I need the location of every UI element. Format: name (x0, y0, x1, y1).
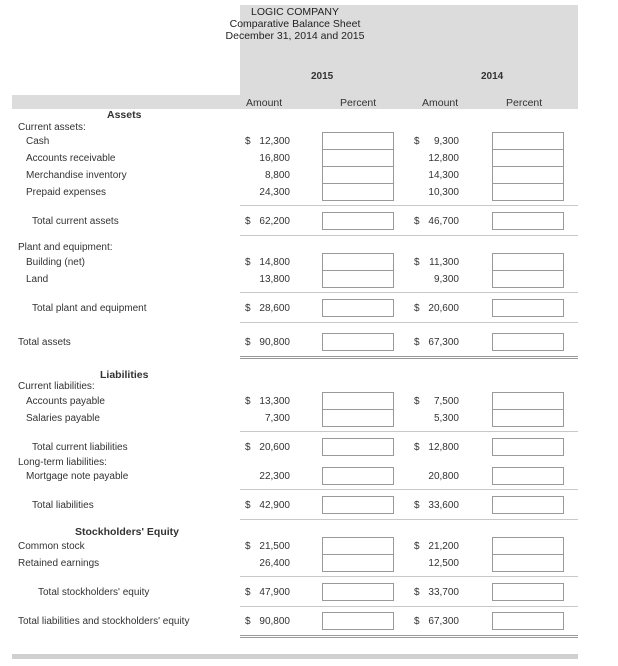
rule (240, 519, 578, 520)
year-2015: 2015 (311, 71, 334, 82)
retained-earnings-label: Retained earnings (18, 558, 100, 569)
dollar-sign: $ (245, 442, 251, 453)
percent-input[interactable] (492, 438, 564, 456)
percent-input[interactable] (322, 183, 394, 201)
total-liabilities-2015: 42,900 (259, 500, 290, 511)
total-current-liabilities-2014: 12,800 (428, 442, 459, 453)
total-liabilities-2014: 33,600 (428, 500, 459, 511)
percent-input[interactable] (322, 132, 394, 150)
dollar-sign: $ (245, 500, 251, 511)
dollar-sign: $ (414, 541, 420, 552)
common-stock-label: Common stock (18, 541, 85, 552)
percent-input[interactable] (322, 299, 394, 317)
year-2014: 2014 (481, 71, 504, 82)
total-equity-label: Total stockholders' equity (38, 587, 150, 598)
dollar-sign: $ (414, 442, 420, 453)
salaries-label: Salaries payable (26, 413, 100, 424)
total-assets-2015: 90,800 (259, 337, 290, 348)
land-label: Land (26, 274, 49, 285)
total-plant-2015: 28,600 (259, 303, 290, 314)
equity-heading: Stockholders' Equity (75, 526, 180, 538)
total-current-liabilities-label: Total current liabilities (32, 442, 128, 453)
dollar-sign: $ (414, 257, 420, 268)
rule (240, 322, 578, 323)
percent-input[interactable] (322, 409, 394, 427)
rule (240, 489, 578, 490)
land-2015: 13,800 (259, 274, 290, 285)
percent-input[interactable] (322, 612, 394, 630)
prepaid-label: Prepaid expenses (26, 187, 107, 198)
dollar-sign: $ (245, 136, 251, 147)
total-current-assets-2014: 46,700 (428, 216, 459, 227)
percent-input[interactable] (322, 166, 394, 184)
company-name: LOGIC COMPANY (251, 6, 339, 18)
dollar-sign: $ (245, 216, 251, 227)
percent-input[interactable] (322, 149, 394, 167)
percent-input[interactable] (322, 537, 394, 555)
percent-input[interactable] (492, 183, 564, 201)
total-assets-label: Total assets (18, 337, 71, 348)
dollar-sign: $ (414, 396, 420, 407)
percent-input[interactable] (492, 132, 564, 150)
building-label: Building (net) (26, 257, 85, 268)
percent-input[interactable] (492, 392, 564, 410)
liabilities-heading: Liabilities (100, 369, 149, 381)
total-current-assets-2015: 62,200 (259, 216, 290, 227)
plant-heading: Plant and equipment: (18, 242, 113, 253)
dollar-sign: $ (245, 396, 251, 407)
rule (240, 606, 578, 607)
statement-date: December 31, 2014 and 2015 (225, 30, 365, 42)
ap-2015: 13,300 (259, 396, 290, 407)
percent-input[interactable] (492, 253, 564, 271)
building-2014: 11,300 (429, 257, 459, 268)
dollar-sign: $ (414, 587, 420, 598)
percent-input[interactable] (492, 583, 564, 601)
current-liabilities-heading: Current liabilities: (18, 381, 95, 392)
total-assets-2014: 67,300 (428, 337, 459, 348)
bottom-bar (12, 654, 578, 659)
double-rule (240, 635, 578, 638)
percent-input[interactable] (492, 149, 564, 167)
percent-input[interactable] (322, 212, 394, 230)
dollar-sign: $ (245, 587, 251, 598)
total-current-assets-label: Total current assets (32, 216, 119, 227)
percent-input[interactable] (492, 299, 564, 317)
total-liabilities-label: Total liabilities (32, 500, 94, 511)
prepaid-2014: 10,300 (428, 187, 459, 198)
assets-heading: Assets (107, 109, 142, 121)
percent-input[interactable] (492, 166, 564, 184)
land-2014: 9,300 (433, 274, 459, 285)
percent-input[interactable] (322, 392, 394, 410)
dollar-sign: $ (245, 337, 251, 348)
percent-input[interactable] (492, 212, 564, 230)
statement-title: Comparative Balance Sheet (229, 18, 361, 30)
col-percent-2015: Percent (340, 97, 377, 109)
total-plant-label: Total plant and equipment (32, 303, 147, 314)
ar-label: Accounts receivable (26, 153, 116, 164)
prepaid-2015: 24,300 (259, 187, 290, 198)
total-le-2014: 67,300 (428, 616, 459, 627)
percent-input[interactable] (492, 409, 564, 427)
salaries-2014: 5,300 (433, 413, 459, 424)
col-percent-2014: Percent (506, 97, 543, 109)
percent-input[interactable] (492, 537, 564, 555)
total-equity-2015: 47,900 (259, 587, 290, 598)
mortgage-label: Mortgage note payable (26, 471, 129, 482)
column-header-band (12, 95, 578, 109)
inventory-label: Merchandise inventory (26, 170, 127, 181)
rule (240, 235, 578, 236)
percent-input[interactable] (322, 270, 394, 288)
dollar-sign: $ (414, 337, 420, 348)
inventory-2015: 8,800 (264, 170, 290, 181)
percent-input[interactable] (322, 554, 394, 572)
dollar-sign: $ (245, 616, 251, 627)
percent-input[interactable] (492, 467, 564, 485)
rule (240, 205, 578, 206)
retained-earnings-2015: 26,400 (259, 558, 290, 569)
col-amount-2014: Amount (422, 97, 459, 109)
percent-input[interactable] (322, 467, 394, 485)
cash-2014: 9,300 (433, 136, 459, 147)
percent-input[interactable] (492, 496, 564, 514)
percent-input[interactable] (322, 253, 394, 271)
inventory-2014: 14,300 (428, 170, 459, 181)
cash-label: Cash (26, 136, 50, 147)
retained-earnings-2014: 12,500 (428, 558, 459, 569)
ap-2014: 7,500 (433, 396, 459, 407)
total-equity-2014: 33,700 (428, 587, 459, 598)
dollar-sign: $ (414, 616, 420, 627)
mortgage-2014: 20,800 (428, 471, 459, 482)
cash-2015: 12,300 (259, 136, 290, 147)
rule (240, 431, 578, 432)
double-rule (240, 356, 578, 359)
percent-input[interactable] (492, 554, 564, 572)
rule (240, 576, 578, 577)
ar-2014: 12,800 (428, 153, 459, 164)
long-term-heading: Long-term liabilities: (18, 457, 107, 468)
dollar-sign: $ (245, 257, 251, 268)
total-le-label: Total liabilities and stockholders' equity (18, 616, 190, 627)
percent-input[interactable] (322, 438, 394, 456)
total-le-2015: 90,800 (259, 616, 290, 627)
common-stock-2014: 21,200 (428, 541, 459, 552)
common-stock-2015: 21,500 (259, 541, 290, 552)
dollar-sign: $ (414, 303, 420, 314)
total-current-liabilities-2015: 20,600 (259, 442, 290, 453)
total-plant-2014: 20,600 (428, 303, 459, 314)
col-amount-2015: Amount (246, 97, 283, 109)
percent-input[interactable] (492, 270, 564, 288)
percent-input[interactable] (492, 333, 564, 351)
salaries-2015: 7,300 (264, 413, 290, 424)
building-2015: 14,800 (259, 257, 290, 268)
ap-label: Accounts payable (26, 396, 105, 407)
dollar-sign: $ (245, 541, 251, 552)
rule (240, 292, 578, 293)
dollar-sign: $ (414, 500, 420, 511)
ar-2015: 16,800 (259, 153, 290, 164)
percent-input[interactable] (492, 612, 564, 630)
current-assets-heading: Current assets: (18, 122, 86, 133)
dollar-sign: $ (245, 303, 251, 314)
percent-input[interactable] (322, 496, 394, 514)
dollar-sign: $ (414, 136, 420, 147)
dollar-sign: $ (414, 216, 420, 227)
percent-input[interactable] (322, 583, 394, 601)
percent-input[interactable] (322, 333, 394, 351)
mortgage-2015: 22,300 (259, 471, 290, 482)
